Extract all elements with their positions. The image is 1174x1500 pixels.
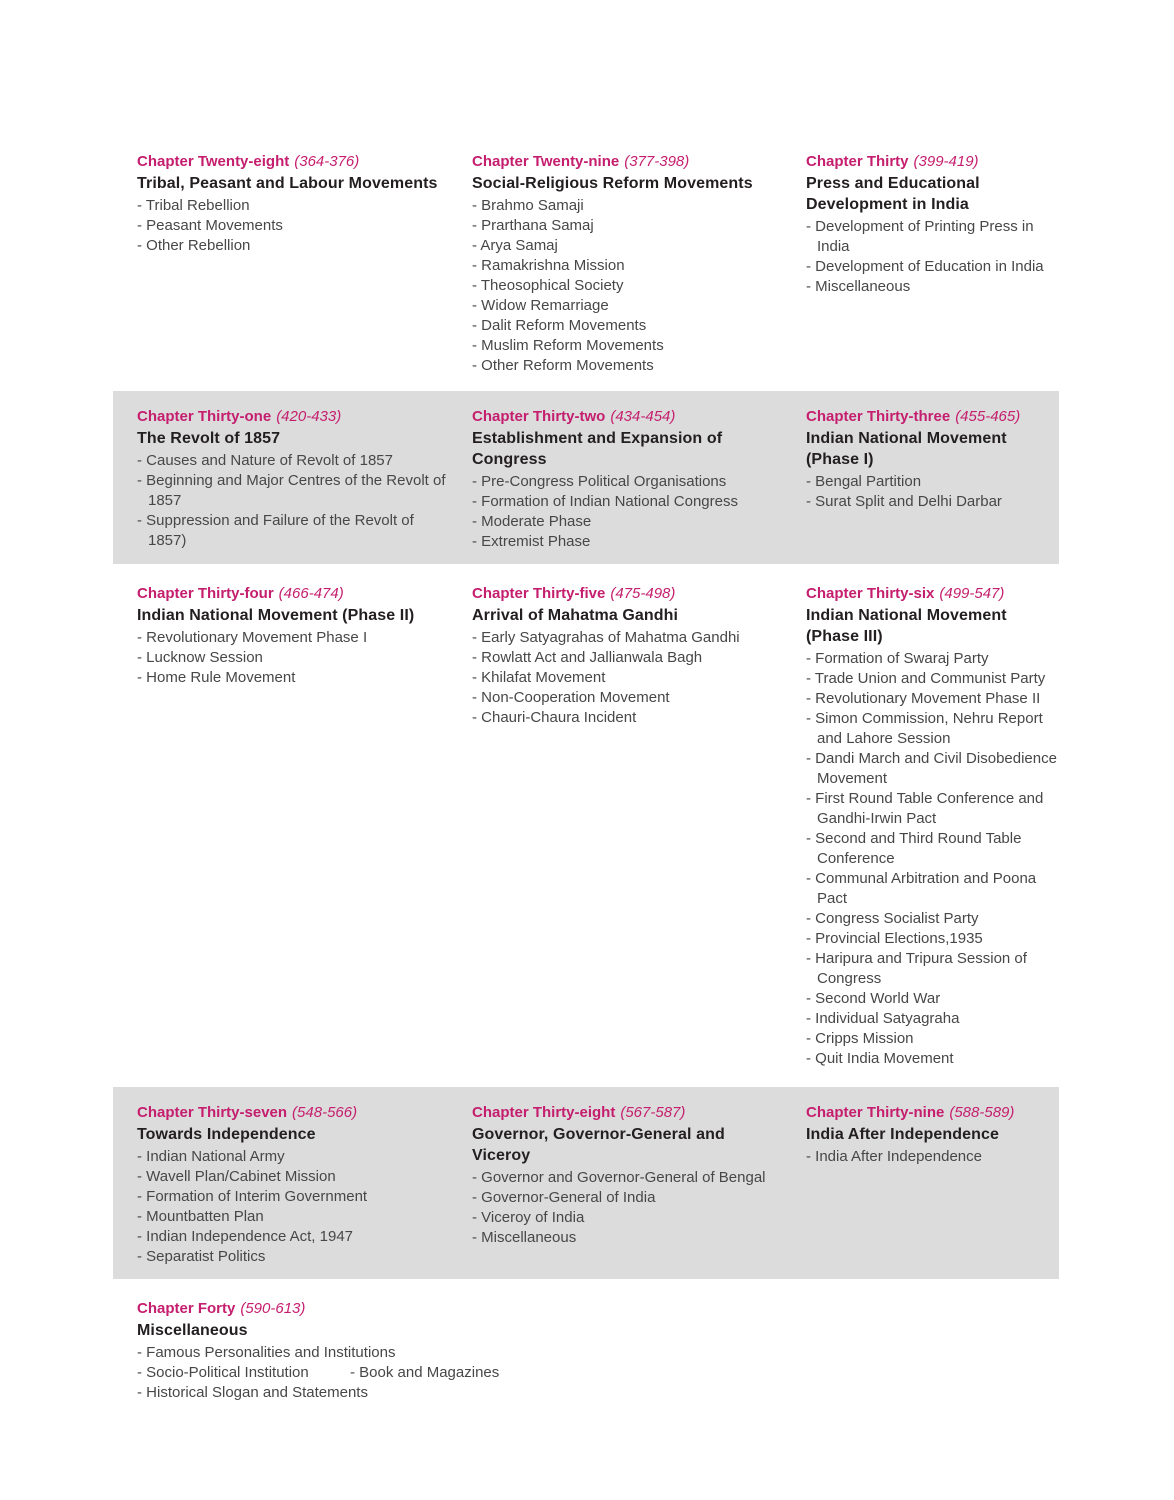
chapter-items: [806, 217, 1059, 297]
toc-item: - Khilafat Movement: [472, 669, 606, 686]
toc-item: - Moderate Phase: [472, 513, 592, 530]
toc-item: - Cripps Mission: [806, 1030, 914, 1047]
toc-item: - Revolutionary Movement Phase II: [806, 690, 1041, 707]
toc-item: - Simon Commission, Nehru Report and Lahore Session: [806, 710, 1043, 747]
chapter-items: [137, 1147, 448, 1267]
toc-item: - Surat Split and Delhi Darbar: [806, 493, 1002, 510]
toc-item: - Rowlatt Act and Jallianwala Bagh: [472, 649, 703, 666]
chapter-items: [806, 472, 1059, 512]
chapter-items: [137, 451, 448, 551]
chapter-title: Tribal, Peasant and Labour Movements: [137, 175, 438, 192]
toc-item: - Formation of Swaraj Party: [806, 650, 989, 667]
toc-item: - Revolutionary Movement Phase I: [137, 629, 368, 646]
chapter-heading: [137, 152, 448, 172]
toc-item: - Wavell Plan/Cabinet Mission: [137, 1168, 336, 1185]
toc-item: - Indian Independence Act, 1947: [137, 1228, 354, 1245]
chapter-title: Indian National Movement (Phase II): [137, 607, 415, 624]
toc-item: - Governor-General of India: [472, 1189, 656, 1206]
toc-row-5: [113, 1299, 1059, 1403]
toc-item: - Dandi March and Civil Disobedience Movement: [806, 750, 1057, 787]
chapter-label: Chapter Twenty-eight: [137, 153, 290, 170]
chapter-title: Towards Independence: [137, 1126, 316, 1143]
toc-item: - Provincial Elections,1935: [806, 930, 983, 947]
toc-row-1: [113, 152, 1059, 376]
chapter-label: Chapter Thirty-one: [137, 408, 272, 425]
chapter-page-range: (567-587): [620, 1104, 686, 1121]
chapter-thirty-four: [137, 584, 472, 688]
chapter-twenty-eight: [137, 152, 472, 256]
toc-item: - Governor and Governor-General of Bengal: [472, 1169, 766, 1186]
chapter-thirty-eight: [472, 1103, 806, 1248]
chapter-page-range: (588-589): [949, 1104, 1015, 1121]
toc-row-2: [113, 391, 1059, 564]
chapter-heading: [806, 1103, 1059, 1123]
toc-item: - Separatist Politics: [137, 1248, 266, 1265]
chapter-page-range: (399-419): [913, 153, 979, 170]
chapter-heading: [472, 407, 782, 427]
toc-item: - Historical Slogan and Statements: [137, 1384, 368, 1401]
chapter-title: Miscellaneous: [137, 1322, 248, 1339]
chapter-items: [137, 196, 448, 256]
toc-item: - Congress Socialist Party: [806, 910, 979, 927]
toc-item: - Early Satyagrahas of Mahatma Gandhi: [472, 629, 740, 646]
chapter-label: Chapter Thirty: [806, 153, 909, 170]
toc-item: - Peasant Movements: [137, 217, 283, 234]
chapter-heading: [137, 584, 448, 604]
chapter-twenty-nine: [472, 152, 806, 376]
chapter-heading: [137, 1103, 448, 1123]
chapter-label: Chapter Thirty-three: [806, 408, 951, 425]
toc-item: - Development of Printing Press in India: [806, 218, 1034, 255]
chapter-items: [806, 1147, 1059, 1167]
toc-item: - Quit India Movement: [806, 1050, 954, 1067]
toc-item: - Beginning and Major Centres of the Revolt of 1857: [137, 472, 446, 509]
toc-item: - Tribal Rebellion: [137, 197, 250, 214]
chapter-title: Arrival of Mahatma Gandhi: [472, 607, 679, 624]
chapter-page-range: (590-613): [240, 1300, 306, 1317]
chapter-title: Indian National Movement (Phase III): [806, 607, 1007, 645]
toc-item: - Socio-Political Institution: [137, 1364, 309, 1381]
chapter-page-range: (377-398): [624, 153, 690, 170]
toc-item: - Widow Remarriage: [472, 297, 609, 314]
chapter-title: The Revolt of 1857: [137, 430, 281, 447]
chapter-title: Governor, Governor-General and Viceroy: [472, 1126, 725, 1164]
chapter-thirty-three: [806, 407, 1059, 512]
toc-item: - India After Independence: [806, 1148, 982, 1165]
chapter-heading: [806, 584, 1059, 604]
chapter-items: [137, 628, 448, 688]
chapter-heading: [472, 1103, 782, 1123]
toc-item: - Viceroy of India: [472, 1209, 585, 1226]
toc-item: - Indian National Army: [137, 1148, 285, 1165]
toc-item: - Second World War: [806, 990, 941, 1007]
chapter-label: Chapter Forty: [137, 1300, 236, 1317]
chapter-forty: [137, 1299, 1059, 1403]
chapter-thirty-five: [472, 584, 806, 728]
toc-item: - Miscellaneous: [472, 1229, 577, 1246]
chapter-thirty: [806, 152, 1059, 297]
toc-item: - Mountbatten Plan: [137, 1208, 264, 1225]
chapter-label: Chapter Thirty-four: [137, 585, 274, 602]
toc-item: - Ramakrishna Mission: [472, 257, 625, 274]
chapter-label: Chapter Thirty-six: [806, 585, 935, 602]
chapter-thirty-seven: [137, 1103, 472, 1267]
toc-item: - Communal Arbitration and Poona Pact: [806, 870, 1037, 907]
toc-row-4: [113, 1087, 1059, 1279]
chapter-page-range: (420-433): [276, 408, 342, 425]
toc-item: - First Round Table Conference and Gandhi-Irwin Pact: [806, 790, 1044, 827]
chapter-page-range: (364-376): [294, 153, 360, 170]
chapter-page-range: (466-474): [278, 585, 344, 602]
chapter-thirty-six: [806, 584, 1059, 1069]
chapter-title: Press and Educational Development in India: [806, 175, 980, 213]
toc-item: - Brahmo Samaji: [472, 197, 584, 214]
chapter-items: [472, 472, 782, 552]
chapter-items: [806, 649, 1059, 1069]
toc-item-pair: [137, 1363, 1035, 1383]
chapter-items: [137, 1343, 1035, 1403]
toc-item: - Dalit Reform Movements: [472, 317, 647, 334]
toc-item: - Trade Union and Communist Party: [806, 670, 1046, 687]
chapter-label: Chapter Thirty-nine: [806, 1104, 945, 1121]
toc-item: - Second and Third Round Table Conference: [806, 830, 1022, 867]
chapter-page-range: (548-566): [292, 1104, 358, 1121]
toc-item: - Arya Samaj: [472, 237, 558, 254]
toc-item: - Suppression and Failure of the Revolt of 1857): [137, 512, 414, 549]
toc-item: - Causes and Nature of Revolt of 1857: [137, 452, 393, 469]
toc-item: - Theosophical Society: [472, 277, 624, 294]
toc-item: - Miscellaneous: [806, 278, 911, 295]
chapter-heading: [472, 152, 782, 172]
toc-item: - Pre-Congress Political Organisations: [472, 473, 727, 490]
chapter-thirty-one: [137, 407, 472, 551]
toc-item: - Other Reform Movements: [472, 357, 654, 374]
toc-item: - Lucknow Session: [137, 649, 263, 666]
chapter-label: Chapter Thirty-two: [472, 408, 606, 425]
toc-item: - Prarthana Samaj: [472, 217, 594, 234]
chapter-label: Chapter Twenty-nine: [472, 153, 620, 170]
toc-item: - Famous Personalities and Institutions: [137, 1344, 396, 1361]
toc-row-3: [113, 584, 1059, 1069]
chapter-items: [472, 196, 782, 376]
chapter-thirty-two: [472, 407, 806, 552]
chapter-label: Chapter Thirty-seven: [137, 1104, 288, 1121]
chapter-heading: [137, 407, 448, 427]
chapter-label: Chapter Thirty-eight: [472, 1104, 616, 1121]
toc-item: - Book and Magazines: [350, 1364, 500, 1381]
chapter-label: Chapter Thirty-five: [472, 585, 606, 602]
toc-item: - Formation of Interim Government: [137, 1188, 368, 1205]
chapter-title: Indian National Movement (Phase I): [806, 430, 1007, 468]
toc-item: - Bengal Partition: [806, 473, 922, 490]
toc-item: - Home Rule Movement: [137, 669, 296, 686]
chapter-title: Social-Religious Reform Movements: [472, 175, 753, 192]
toc-item: - Chauri-Chaura Incident: [472, 709, 637, 726]
chapter-heading: [137, 1299, 1035, 1319]
toc-item: - Muslim Reform Movements: [472, 337, 664, 354]
toc-item: - Other Rebellion: [137, 237, 251, 254]
chapter-items: [472, 1168, 782, 1248]
chapter-page-range: (434-454): [610, 408, 676, 425]
chapter-items: [472, 628, 782, 728]
toc-item: - Non-Cooperation Movement: [472, 689, 670, 706]
chapter-heading: [806, 152, 1059, 172]
chapter-page-range: (475-498): [610, 585, 676, 602]
toc-item: - Formation of Indian National Congress: [472, 493, 738, 510]
chapter-page-range: (499-547): [939, 585, 1005, 602]
toc-item: - Individual Satyagraha: [806, 1010, 960, 1027]
chapter-title: India After Independence: [806, 1126, 999, 1143]
chapter-page-range: (455-465): [955, 408, 1021, 425]
chapter-heading: [806, 407, 1059, 427]
chapter-heading: [472, 584, 782, 604]
toc-item: - Development of Education in India: [806, 258, 1044, 275]
toc-item: - Haripura and Tripura Session of Congress: [806, 950, 1027, 987]
chapter-title: Establishment and Expansion of Congress: [472, 430, 723, 468]
toc-item: - Extremist Phase: [472, 533, 591, 550]
chapter-thirty-nine: [806, 1103, 1059, 1167]
